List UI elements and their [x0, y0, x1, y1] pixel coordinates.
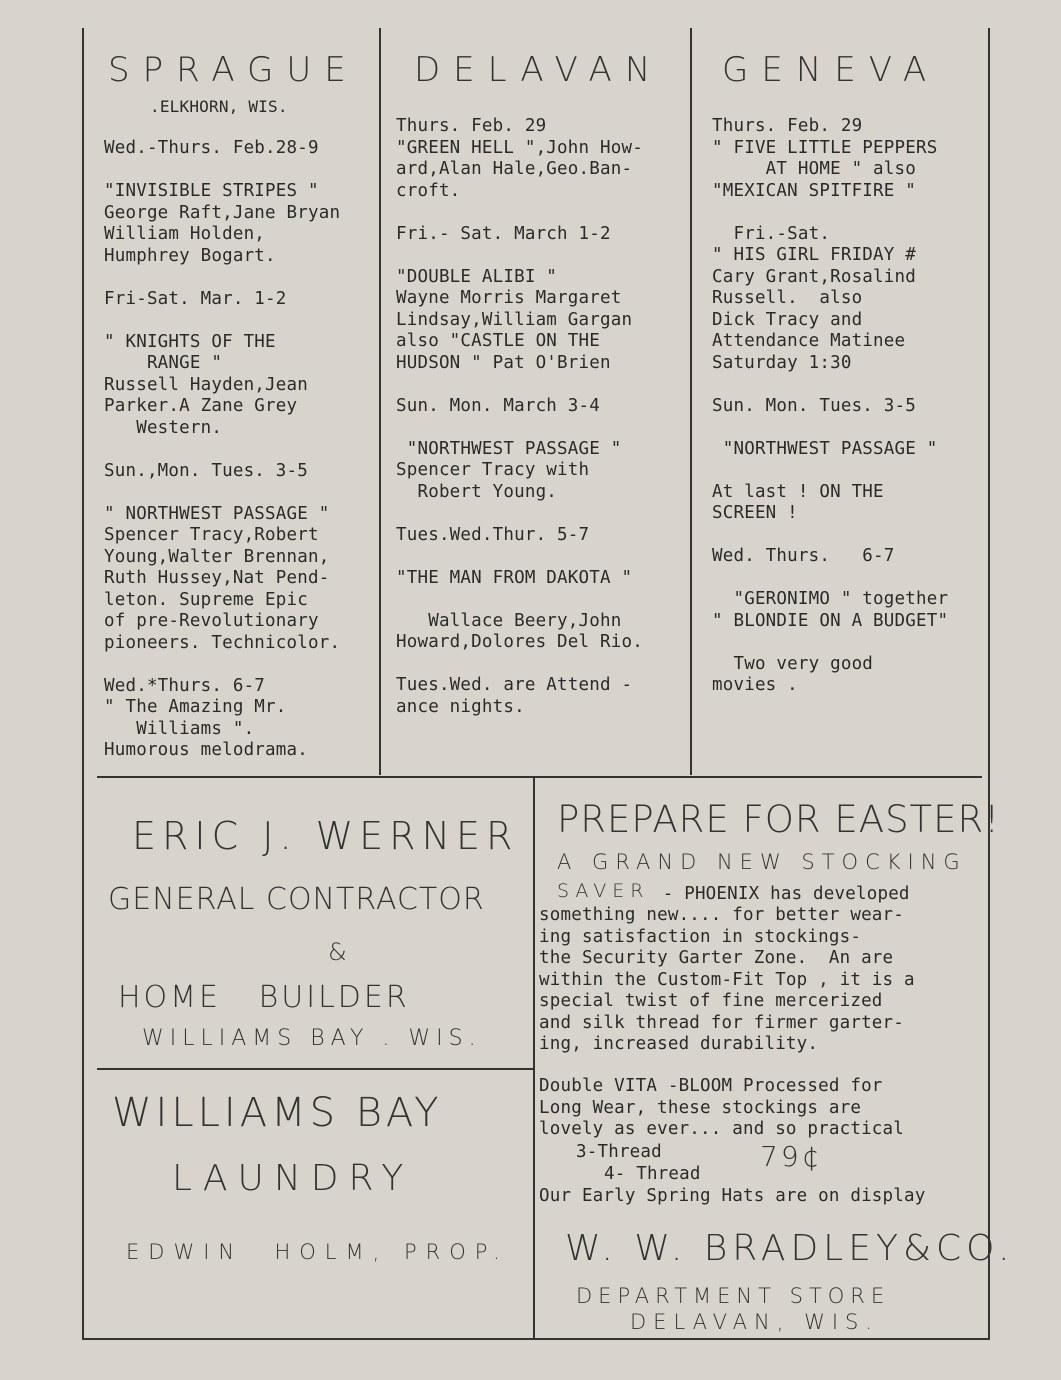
geneva-line: " BLONDIE ON A BUDGET" [712, 610, 949, 631]
geneva-line [712, 417, 948, 439]
geneva-line: Two very good [712, 653, 874, 674]
sprague-line: Wed.*Thurs. 6-7 [104, 675, 266, 696]
sprague-line: Russell Hayden,Jean [104, 374, 308, 395]
sprague-line: Williams ". [104, 718, 255, 739]
geneva-line [712, 525, 948, 547]
bradley-hats-line: Our Early Spring Hats are on display [539, 1186, 926, 1206]
easter-line: special twist of fine mercerized [539, 991, 883, 1011]
bradley-store-name: W. W. BRADLEY&CO. [565, 1228, 1015, 1269]
geneva-schedule [712, 116, 948, 697]
sprague-line: Sun.,Mon. Tues. 3-5 [104, 460, 308, 481]
laundry-name-line2: LAUNDRY [172, 1158, 414, 1199]
sprague-line [104, 160, 340, 182]
bradley-thread4: 4- Thread [604, 1164, 701, 1184]
sprague-line: pioneers. Technicolor. [104, 632, 341, 653]
delavan-line [396, 654, 643, 676]
easter-line: and silk thread for firmer garter- [539, 1012, 905, 1033]
delavan-line: Sun. Mon. March 3-4 [396, 395, 600, 416]
laundry-name-line1: WILLIAMS BAY [112, 1090, 443, 1136]
sprague-line: " NORTHWEST PASSAGE " [104, 503, 330, 524]
geneva-line: SCREEN ! [712, 503, 798, 523]
frame-bottom-line [82, 1338, 990, 1340]
werner-name: ERIC J. WERNER [132, 814, 519, 858]
delavan-line: ance nights. [396, 696, 525, 717]
delavan-line [396, 374, 643, 396]
delavan-line: Howard,Dolores Del Rio. [396, 632, 643, 652]
geneva-line [712, 374, 948, 396]
bradley-line: Long Wear, these stockings are [539, 1097, 862, 1118]
geneva-heading: GENEVA [722, 50, 940, 90]
easter-line: ing, increased durability. [539, 1034, 819, 1054]
delavan-line: Thurs. Feb. 29 [396, 116, 547, 136]
sprague-line [104, 654, 340, 676]
werner-trade-line: GENERAL CONTRACTOR [108, 882, 485, 917]
ad-column-divider [533, 778, 535, 1340]
geneva-line: Thurs. Feb. 29 [712, 116, 863, 136]
geneva-line [712, 202, 948, 224]
sprague-line: "INVISIBLE STRIPES " [104, 181, 319, 201]
bradley-line: lovely as ever... and so practical [539, 1119, 905, 1139]
delavan-line [396, 202, 643, 224]
delavan-heading: DELAVAN [414, 50, 664, 90]
delavan-line [396, 245, 643, 267]
delavan-line [396, 503, 643, 525]
delavan-line: also "CASTLE ON THE [396, 331, 600, 351]
geneva-line: Saturday 1:30 [712, 352, 852, 373]
delavan-line: croft. [396, 180, 461, 201]
delavan-line: HUDSON " Pat O'Brien [396, 352, 611, 373]
delavan-line [396, 589, 643, 611]
easter-line: the Security Garter Zone. An are [539, 948, 894, 968]
delavan-line: ard,Alan Hale,Geo.Ban- [396, 159, 633, 179]
sprague-line: Ruth Hussey,Nat Pend- [104, 568, 330, 588]
delavan-line: Spencer Tracy with [396, 460, 590, 480]
bradley-thread3: 3-Thread [576, 1142, 662, 1162]
bradley-store-type: DEPARTMENT STORE [576, 1284, 891, 1308]
geneva-line: movies . [712, 675, 798, 695]
geneva-line: Russell. also [712, 288, 863, 308]
column-divider-2 [690, 28, 692, 775]
sprague-line: RANGE " [104, 353, 223, 373]
geneva-line [712, 568, 948, 590]
easter-saver-word: SAVER [557, 880, 650, 902]
geneva-line: " FIVE LITTLE PEPPERS [712, 137, 938, 158]
sprague-line [104, 482, 340, 504]
delavan-line: Robert Young. [396, 481, 558, 502]
sprague-line: William Holden, [104, 224, 266, 244]
easter-first-line: - PHOENIX has developed [652, 884, 910, 904]
easter-body [539, 905, 915, 1056]
sprague-line: Young,Walter Brennan, [104, 546, 330, 567]
geneva-line: Wed. Thurs. 6-7 [712, 546, 895, 566]
sprague-line: Western. [104, 417, 223, 438]
bradley-location: DELAVAN, WIS. [630, 1310, 880, 1334]
sprague-line: " KNIGHTS OF THE [104, 331, 276, 352]
sprague-line: " The Amazing Mr. [104, 697, 287, 717]
werner-builder-line: HOME BUILDER [118, 980, 410, 1015]
sprague-line: Fri-Sat. Mar. 1-2 [104, 288, 287, 309]
column-divider-1 [379, 28, 381, 775]
sprague-line: leton. Supreme Epic [104, 589, 308, 610]
sprague-line [104, 267, 340, 289]
sprague-schedule [104, 138, 340, 762]
easter-line: within the Custom-Fit Top , it is a [539, 969, 915, 990]
delavan-line: "GREEN HELL ",John How- [396, 137, 643, 158]
frame-right-line [988, 28, 990, 1340]
sprague-line [104, 310, 340, 332]
sprague-line [104, 439, 340, 461]
sprague-line: Humphrey Bogart. [104, 245, 276, 266]
delavan-line: Tues.Wed.Thur. 5-7 [396, 524, 590, 545]
sprague-line: George Raft,Jane Bryan [104, 202, 341, 223]
geneva-line: Sun. Mon. Tues. 3-5 [712, 395, 916, 416]
bradley-line: Double VITA -BLOOM Processed for [539, 1076, 883, 1096]
geneva-line: Fri.-Sat. [712, 223, 831, 244]
bradley-body [539, 1076, 904, 1141]
sprague-line: Spencer Tracy,Robert [104, 525, 319, 545]
delavan-line [396, 546, 643, 568]
geneva-line: " HIS GIRL FRIDAY # [712, 245, 916, 265]
delavan-schedule [396, 116, 643, 718]
frame-left-line [82, 28, 84, 1340]
delavan-line: "THE MAN FROM DAKOTA " [396, 567, 633, 588]
werner-ampersand: & [328, 938, 347, 966]
sprague-heading: SPRAGUE [108, 50, 359, 90]
sprague-location: .ELKHORN, WIS. [150, 97, 288, 116]
easter-line: ing satisfaction in stockings- [539, 926, 862, 947]
geneva-line: Attendance Matinee [712, 331, 906, 351]
sprague-line: Wed.-Thurs. Feb.28-9 [104, 138, 319, 158]
delavan-line: "DOUBLE ALIBI " [396, 266, 558, 287]
geneva-line: Cary Grant,Rosalind [712, 266, 916, 287]
easter-line: something new.... for better wear- [539, 905, 905, 925]
easter-subtitle: A GRAND NEW STOCKING [557, 850, 967, 874]
laundry-owner: EDWIN HOLM, PROP. [126, 1240, 509, 1264]
delavan-line: "NORTHWEST PASSAGE " [396, 438, 622, 459]
sprague-line: of pre-Revolutionary [104, 611, 319, 631]
delavan-line [396, 417, 643, 439]
geneva-line: "GERONIMO " together [712, 589, 949, 609]
geneva-line: "MEXICAN SPITFIRE " [712, 180, 916, 201]
easter-title: PREPARE FOR EASTER! [557, 798, 1001, 841]
werner-location: WILLIAMS BAY . WIS. [142, 1026, 482, 1051]
delavan-line: Tues.Wed. are Attend - [396, 675, 633, 695]
geneva-line: Dick Tracy and [712, 309, 863, 330]
delavan-line: Fri.- Sat. March 1-2 [396, 223, 611, 244]
bradley-price: 79¢ [760, 1140, 823, 1173]
geneva-line: "NORTHWEST PASSAGE " [712, 438, 938, 459]
geneva-line: At last ! ON THE [712, 481, 884, 502]
sprague-line: Parker.A Zane Grey [104, 396, 298, 416]
delavan-line: Wallace Beery,John [396, 610, 622, 631]
geneva-line [712, 460, 948, 482]
delavan-line: Lindsay,William Gargan [396, 309, 633, 330]
delavan-line: Wayne Morris Margaret [396, 288, 622, 308]
geneva-line [712, 632, 948, 654]
sprague-line: Humorous melodrama. [104, 740, 308, 760]
section-divider-middle [97, 1068, 533, 1070]
geneva-line: AT HOME " also [712, 159, 916, 179]
section-divider-upper [97, 776, 982, 778]
